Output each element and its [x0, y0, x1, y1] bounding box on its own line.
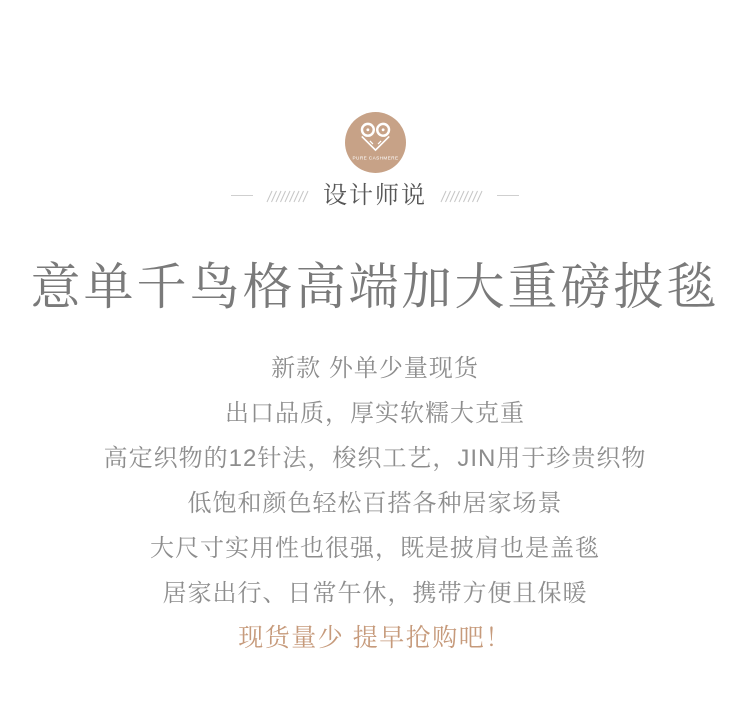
- left-hatch-lines-decoration: [266, 189, 310, 203]
- product-title: 意单千鸟格高端加大重磅披毯: [30, 259, 720, 315]
- right-dash-decoration: [497, 195, 519, 196]
- description-line-6: 居家出行、日常午休，携带方便且保暖: [162, 580, 588, 607]
- section-header: [0, 182, 750, 209]
- description-line-4: 低饱和颜色轻松百搭各种居家场景: [187, 490, 563, 517]
- description-line-3: 高定织物的12针法，梭织工艺，JIN用于珍贵织物: [103, 445, 647, 472]
- description-line-5: 大尺寸实用性也很强，既是披肩也是盖毯: [150, 535, 600, 562]
- description-line-1: 新款 外单少量现货: [271, 355, 479, 382]
- logo-brand-text: PURE CASHMERE: [352, 155, 398, 161]
- highlight-call-to-action: 现货量少 提早抢购吧！: [238, 624, 512, 652]
- brand-logo: [0, 0, 750, 173]
- description-line-2: 出口品质，厚实软糯大克重: [225, 400, 525, 427]
- description-block: [0, 346, 750, 661]
- logo-circle-background: [345, 112, 406, 173]
- section-header-label: 设计师说: [323, 182, 427, 209]
- left-dash-decoration: [231, 195, 253, 196]
- right-hatch-lines-decoration: [440, 189, 484, 203]
